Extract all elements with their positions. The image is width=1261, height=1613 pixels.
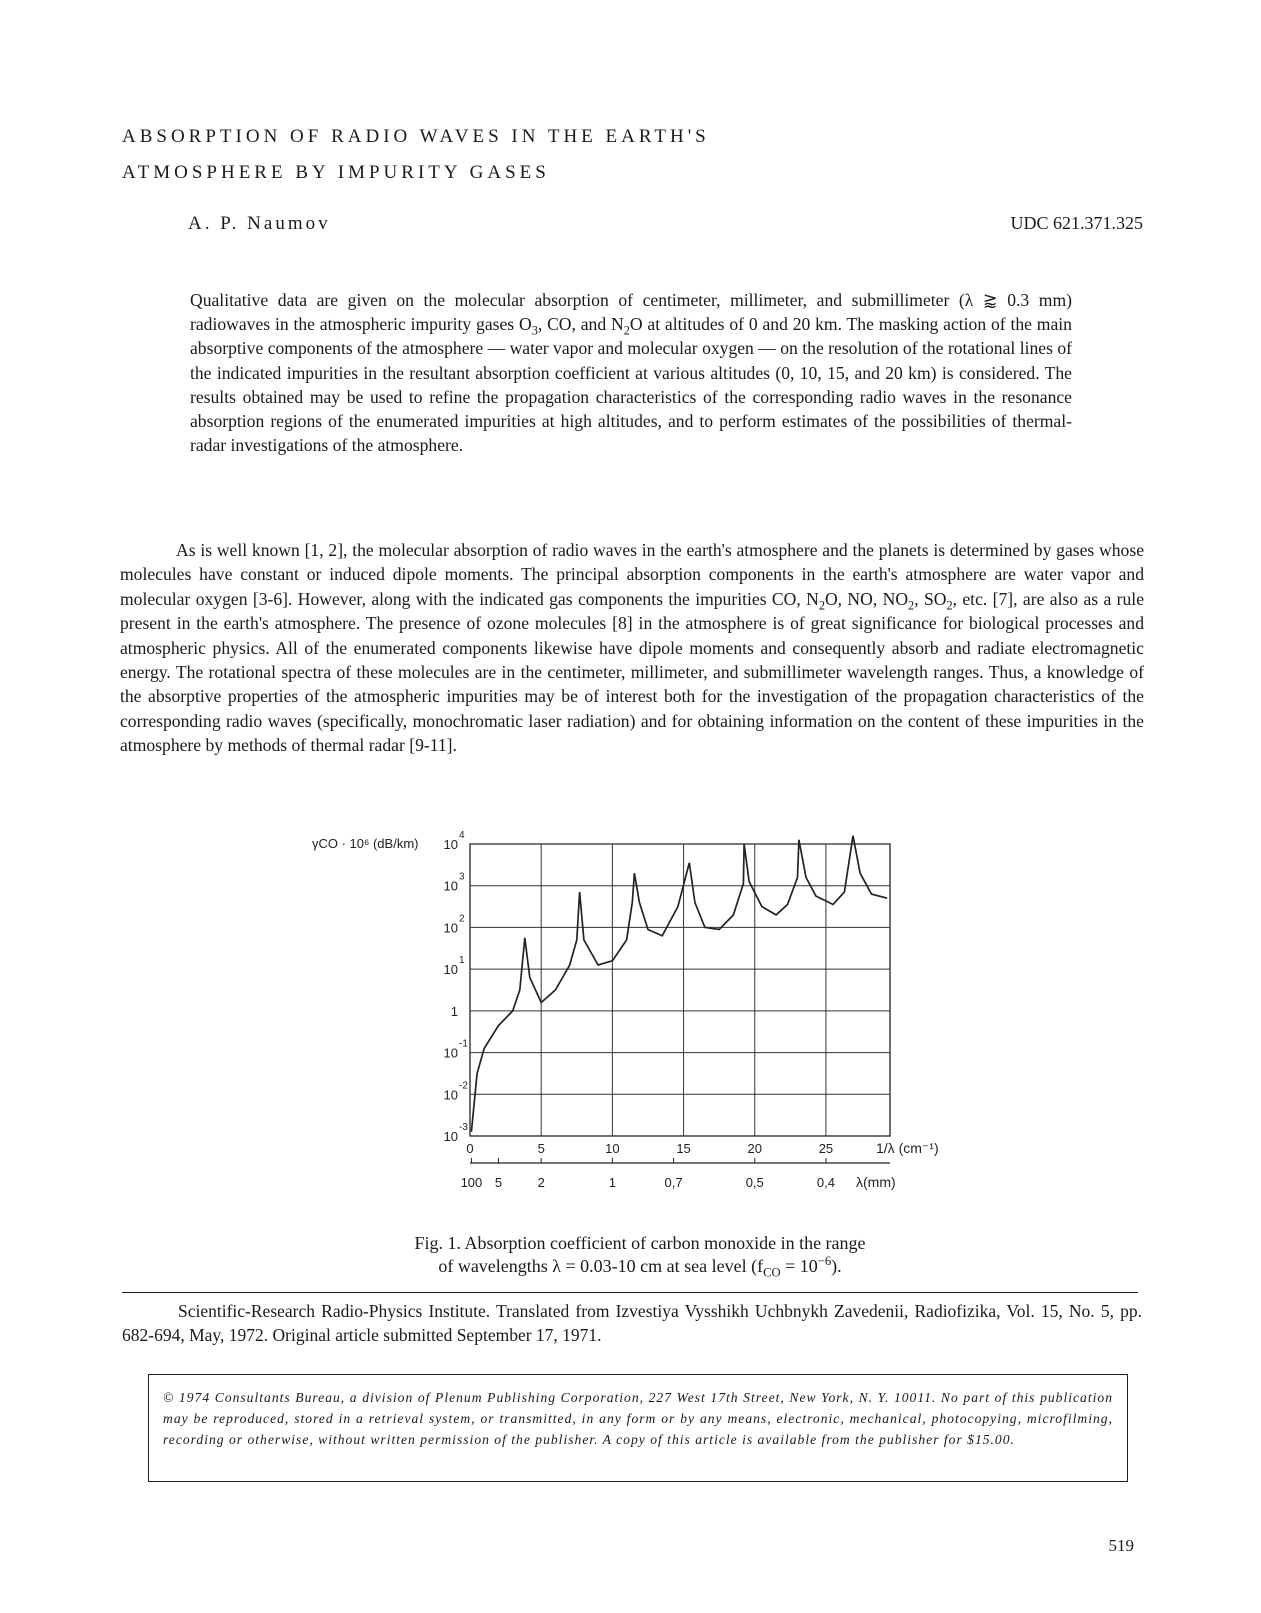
- author-name: A. P. Naumov: [188, 213, 331, 234]
- chart-y-tick-exponent: 2: [459, 913, 465, 925]
- caption-superscript: −6: [817, 1254, 832, 1268]
- body-subscript: 2: [946, 598, 953, 613]
- body-subscript: 2: [818, 598, 825, 613]
- chart-y-tick-exponent: 3: [459, 871, 465, 883]
- chart-x-tick-label: 10: [605, 1141, 620, 1156]
- chart-y-tick-label: 10: [443, 1087, 458, 1103]
- abstract: [190, 288, 1072, 457]
- abstract-text: , CO, and N: [537, 314, 624, 335]
- body-text: , SO: [914, 588, 947, 609]
- body-text: , etc. [7], are also as a rule present in the earth's atmosphere. The presence of ozone molecules [8] in the atmosphere is of great significance for biological processes and atmospheric physics. All of the enumerated components likewise have dipole moments and consequently absorb and radiate electromagnetic energy. The rotational spectra of these molecules are in the centimeter, millimeter, and submillimeter wavelength ranges. Thus, a knowledge of the absorptive properties of the atmospheric impurities may be of interest both for the investigation of the propagation characteristics of the corresponding radio waves (specifically, monochromatic laser radiation) and for obtaining information on the content of these impurities in the atmosphere by methods of thermal radar [9-11].: [120, 588, 1145, 756]
- chart-y-tick-exponent: 1: [459, 955, 465, 967]
- chart-lambda-tick-label: 1: [608, 1175, 616, 1190]
- chart-y-axis-label: γCO · 10⁶ (dB/km): [312, 836, 419, 851]
- chart-x-axis-label: 1/λ (cm⁻¹): [876, 1140, 939, 1156]
- figure-caption: [330, 1232, 950, 1278]
- abstract-text: Qualitative data are given on the molecular absorption of centimeter, millimeter, and submillimeter (λ ⪆ 0.3 mm) radiowaves in the atmospheric impurity gases O: [190, 290, 1072, 335]
- chart-lambda-axis-label: λ(mm): [856, 1174, 896, 1190]
- udc-code: UDC 621.371.325: [1010, 213, 1143, 233]
- chart-x-tick-label: 0: [466, 1141, 474, 1156]
- chart-y-tick-label: 10: [443, 1045, 458, 1061]
- chart-grid: [470, 844, 890, 1136]
- chart-y-tick-exponent: 4: [459, 830, 465, 841]
- chart-series-line: [471, 836, 887, 1132]
- chart-y-tick-label: 10: [443, 920, 458, 936]
- chart-lambda-tick-label: 0,7: [664, 1175, 683, 1190]
- chart-x-tick-label: 25: [818, 1141, 834, 1156]
- chart-lambda-tick-label: 2: [537, 1175, 545, 1190]
- caption-text: of wavelengths λ = 0.03-10 cm at sea level (f: [438, 1256, 764, 1276]
- chart-x-ticks: [466, 1141, 833, 1156]
- chart-y-tick-exponent: -1: [459, 1038, 468, 1050]
- article-title-line-1: ABSORPTION OF RADIO WAVES IN THE EARTH'S: [122, 126, 710, 147]
- body-text: As is well known [1, 2], the molecular absorption of radio waves in the earth's atmosphere and the planets is determined by gases whose molecules have constant or induced dipole moments. The principal absorption components in the earth's atmosphere are water vapor and molecular oxygen [3-6]. However, along with the indicated gas components the impurities CO, N: [120, 540, 1144, 609]
- chart-y-tick-label: 10: [443, 1129, 458, 1144]
- footnote: Scientific-Research Radio-Physics Institute. Translated from Izvestiya Vysshikh Uchbnykh Zavedenii, Radiofizika, Vol. 15, No. 5, pp. 682-694, May, 1972. Original article submitted September 17, 1971.: [122, 1301, 1142, 1345]
- chart-x-tick-label: 15: [676, 1141, 691, 1156]
- abstract-text: O at altitudes of 0 and 20 km. The masking action of the main absorptive components of the atmosphere — water vapor and molecular oxygen — on the resolution of the rotational lines of the indicated impurities in the resultant absorption coefficient at various altitudes (0, 10, 15, and 20 km) is considered. The results obtained may be used to refine the propagation characteristics of the corresponding radio waves in the resonance absorption regions of the enumerated impurities at high altitudes, and to perform estimates of the possibilities of thermal-radar investigations of the atmosphere.: [190, 314, 1072, 456]
- caption-text: = 10: [780, 1256, 818, 1276]
- caption-text: Absorption coefficient of carbon monoxide in the range: [464, 1233, 866, 1253]
- chart-x-tick-label: 5: [537, 1141, 545, 1156]
- page-number: 519: [1108, 1536, 1134, 1555]
- chart-y-tick-exponent: -2: [459, 1080, 468, 1092]
- body-text: O, NO, NO: [824, 588, 909, 609]
- abstract-subscript: 3: [531, 323, 538, 338]
- chart-y-tick-label: 10: [443, 878, 458, 894]
- footnote-divider: [122, 1292, 1138, 1293]
- chart-lambda-ticks: [461, 1158, 890, 1190]
- copyright-notice: © 1974 Consultants Bureau, a division of Plenum Publishing Corporation, 227 West 17th Street, New York, N. Y. 10011. No part of this publication may be reproduced, stored in a retrieval system, or transmitted, in any form or by any means, electronic, mechanical, photocopying, microfilming, recording or otherwise, without written permission of the publisher. A copy of this article is available from the publisher for $15.00.: [148, 1374, 1128, 1482]
- chart-lambda-tick-label: 0,4: [816, 1175, 835, 1190]
- chart-y-tick-label: 1: [450, 1003, 458, 1019]
- body-subscript: 2: [908, 598, 915, 613]
- chart-y-tick-exponent: -3: [459, 1122, 468, 1133]
- chart-lambda-tick-label: 100: [460, 1175, 483, 1190]
- chart-x-tick-label: 20: [747, 1141, 762, 1156]
- caption-text: ).: [831, 1256, 842, 1276]
- figure-label: Fig. 1.: [414, 1233, 461, 1253]
- chart-lambda-tick-label: 0,5: [745, 1175, 764, 1190]
- chart-y-tick-label: 10: [443, 962, 458, 978]
- body-paragraph: [120, 538, 1144, 758]
- co-absorption-chart: [300, 826, 980, 1206]
- caption-subscript: CO: [763, 1265, 781, 1280]
- chart-lambda-tick-label: 5: [494, 1175, 503, 1190]
- chart-y-tick-label: 10: [443, 837, 458, 852]
- chart-frame: [470, 844, 890, 1136]
- chart-y-ticks: [444, 830, 469, 1144]
- article-title-line-2: ATMOSPHERE BY IMPURITY GASES: [122, 162, 550, 183]
- abstract-subscript: 2: [623, 323, 630, 338]
